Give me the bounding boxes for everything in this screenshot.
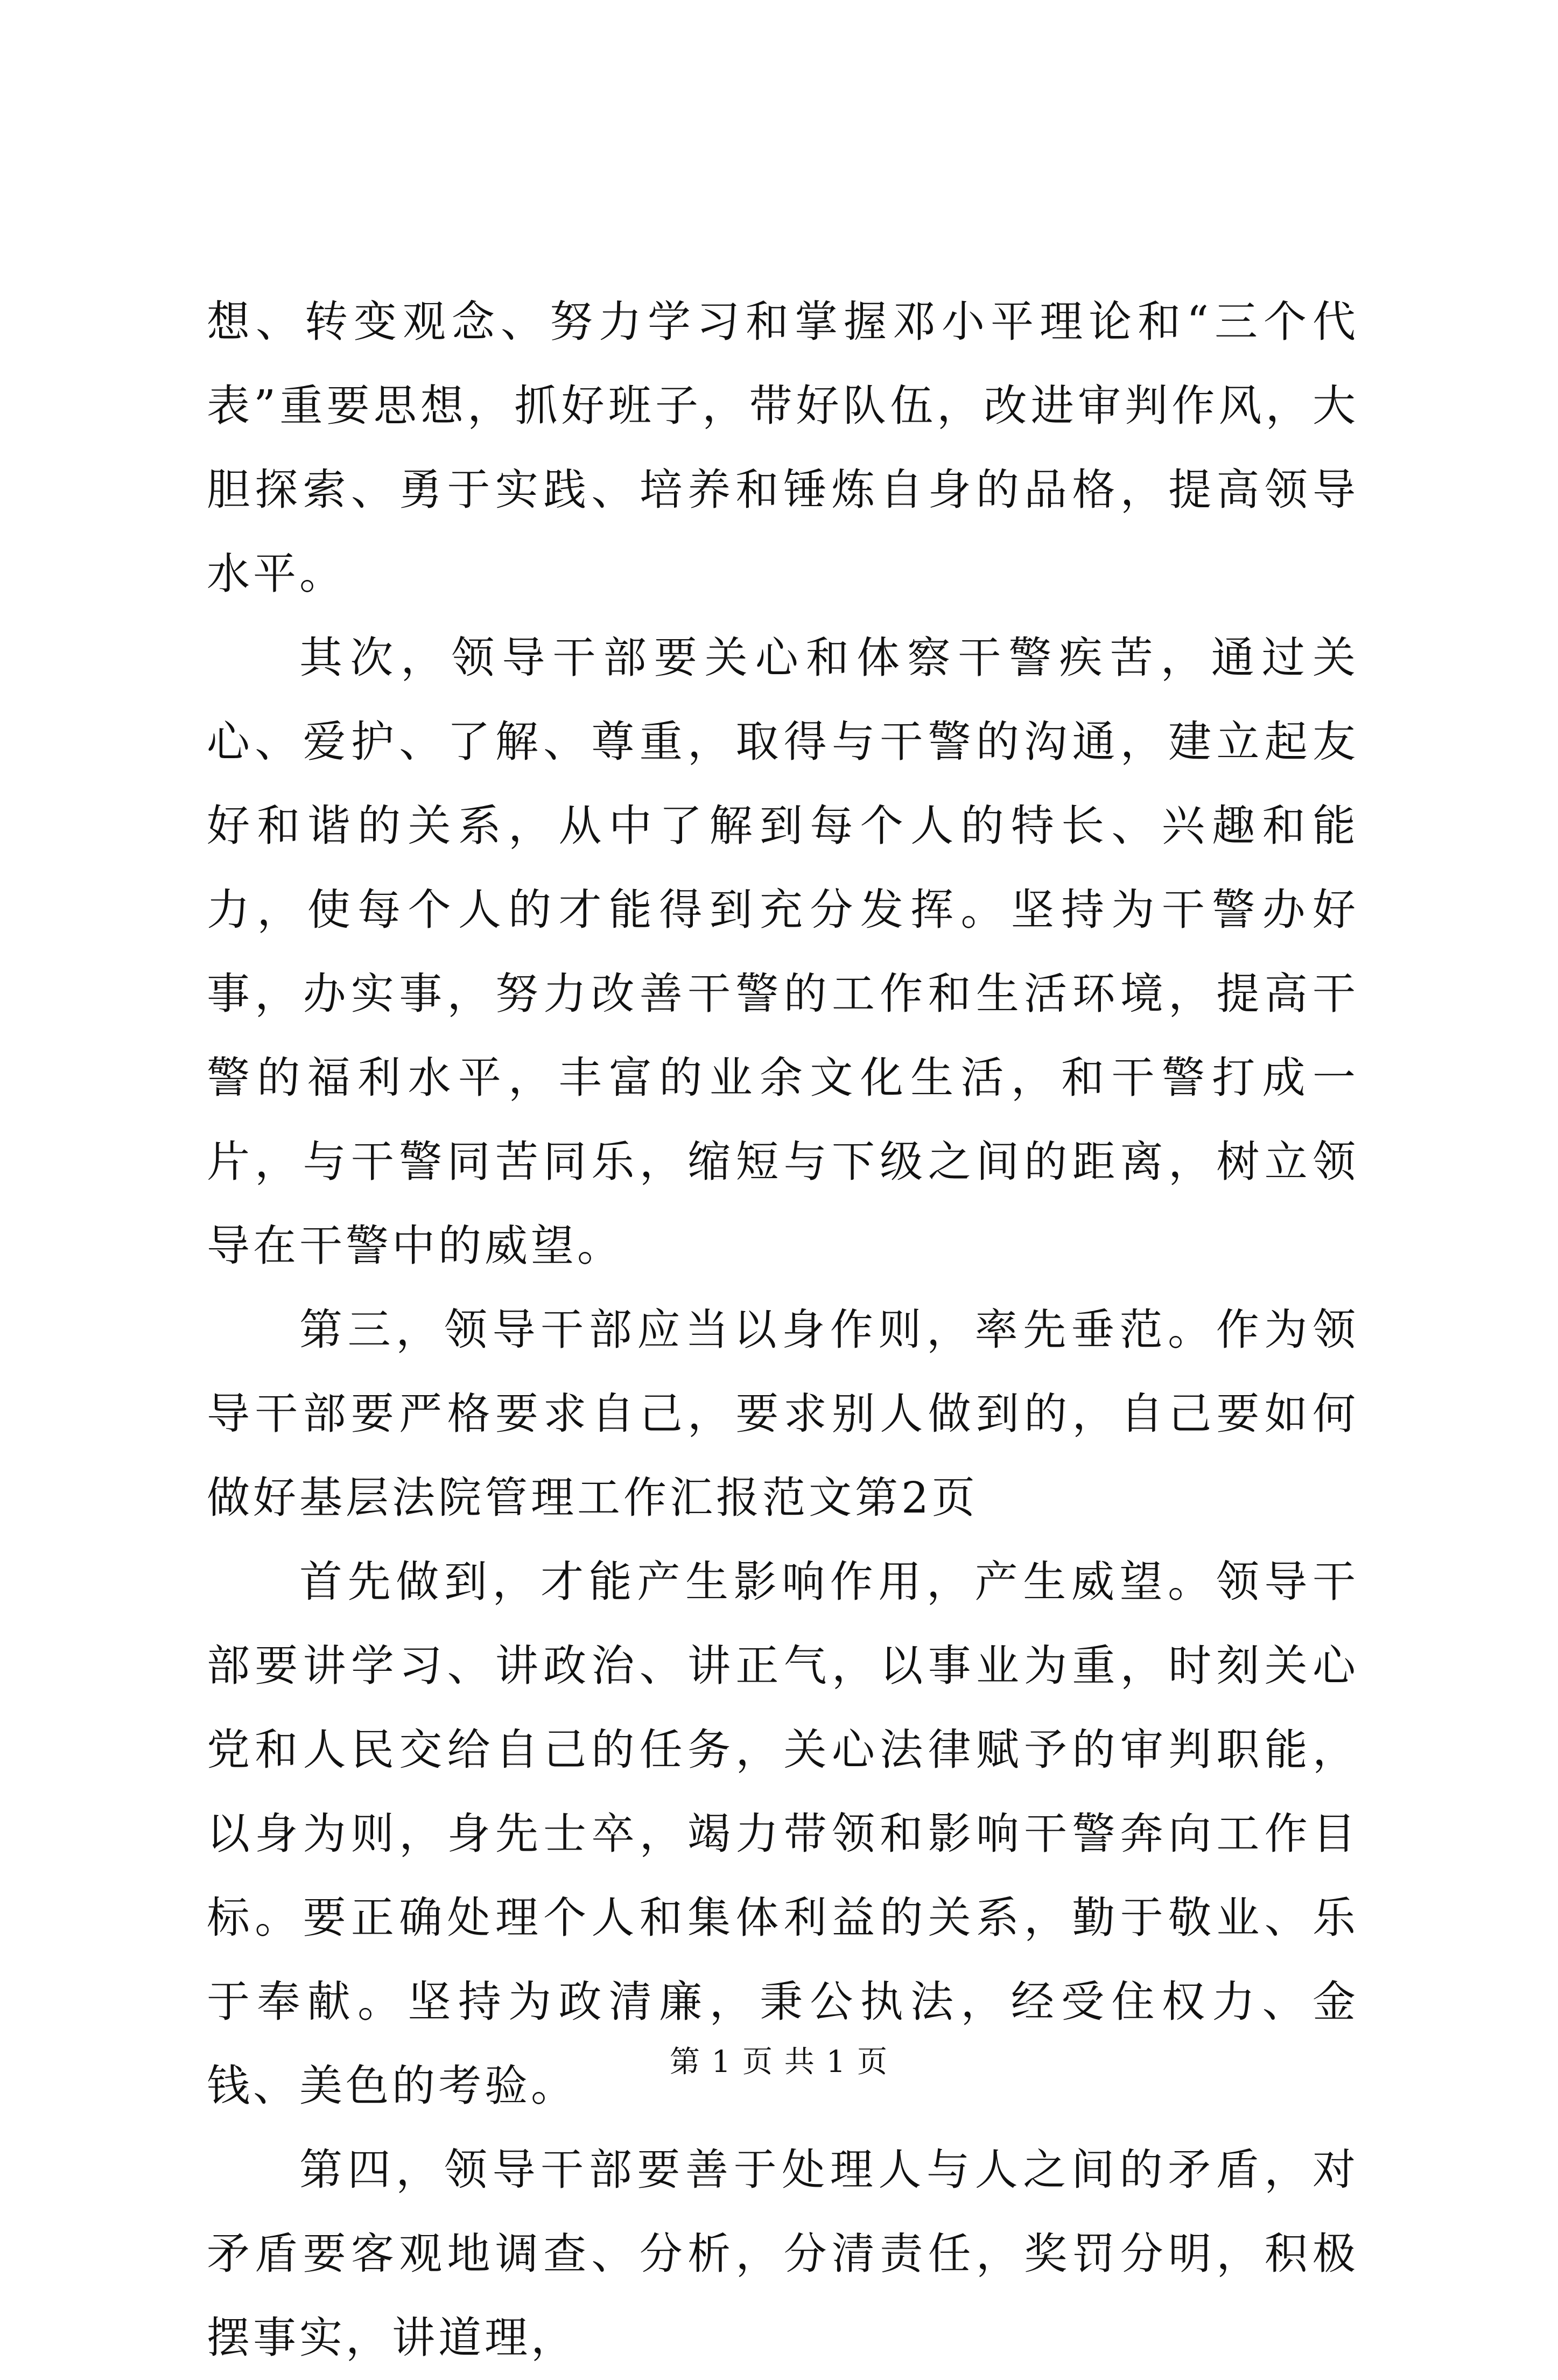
paragraph-1: 想、转变观念、努力学习和掌握邓小平理论和“三个代表”重要思想，抓好班子，带好队伍，改进审判作风，大胆探索、勇于实践、培养和锤炼自身的品格，提高领导水平。 <box>207 297 1359 599</box>
paragraph-3: 第三，领导干部应当以身作则，率先垂范。作为领导干部要严格要求自己，要求别人做到的，自己要如何做好基层法院管理工作汇报范文第2页 <box>207 1305 1359 1523</box>
paragraph-2: 其次，领导干部要关心和体察干警疾苦，通过关心、爱护、了解、尊重，取得与干警的沟通，建立起友好和谐的关系，从中了解到每个人的特长、兴趣和能力，使每个人的才能得到充分发挥。坚持为干警办好事，办实事，努力改善干警的工作和生活环境，提高干警的福利水平，丰富的业余文化生活，和干警打成一片，与干警同苦同乐，缩短与下级之间的距离，树立领导在干警中的威望。 <box>207 633 1359 1271</box>
paragraph-5: 第四，领导干部要善于处理人与人之间的矛盾，对矛盾要客观地调查、分析，分清责任，奖罚分明，积极摆事实，讲道理， <box>207 2145 1359 2363</box>
page-footer: 第 1 页 共 1 页 <box>669 2045 889 2080</box>
paragraph-4: 首先做到，才能产生影响作用，产生威望。领导干部要讲学习、讲政治、讲正气，以事业为重，时刻关心党和人民交给自己的任务，关心法律赋予的审判职能，以身为则，身先士卒，竭力带领和影响干警奔向工作目标。要正确处理个人和集体利益的关系，勤于敬业、乐于奉献。坚持为政清廉，秉公执法，经受住权力、金钱、美色的考验。 <box>207 1557 1359 2111</box>
